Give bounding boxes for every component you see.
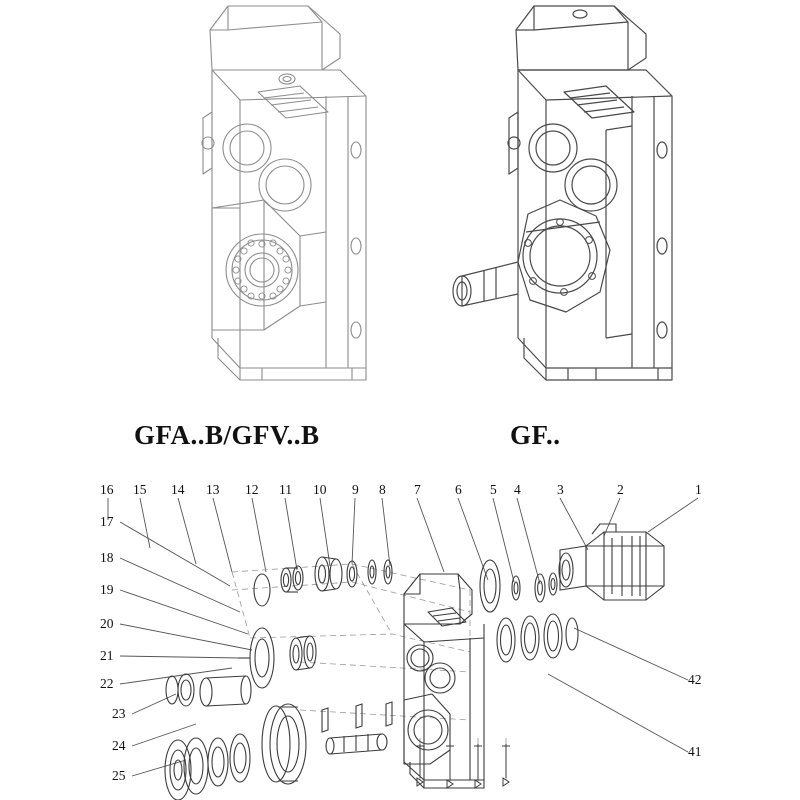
callout-23: 23 <box>112 706 126 721</box>
callout-42: 42 <box>688 672 702 687</box>
figure-captions <box>0 412 800 456</box>
callout-1: 1 <box>695 482 702 497</box>
callout-18: 18 <box>100 550 114 565</box>
callout-7: 7 <box>414 482 421 497</box>
callout-16: 16 <box>100 482 114 497</box>
callout-10: 10 <box>313 482 327 497</box>
callout-2: 2 <box>617 482 624 497</box>
callout-9: 9 <box>352 482 359 497</box>
callout-4: 4 <box>514 482 521 497</box>
gearbox-illustration-left <box>90 0 410 400</box>
callout-8: 8 <box>379 482 386 497</box>
callout-20: 20 <box>100 616 114 631</box>
callout-15: 15 <box>133 482 147 497</box>
callout-19: 19 <box>100 582 114 597</box>
caption-left: GFA..B/GFV..B <box>134 420 320 450</box>
gearbox-illustration-right <box>400 0 730 400</box>
callout-24: 24 <box>112 738 126 753</box>
callout-3: 3 <box>557 482 564 497</box>
callout-21: 21 <box>100 648 114 663</box>
callout-22: 22 <box>100 676 114 691</box>
caption-right: GF.. <box>510 420 561 450</box>
exploded-view <box>0 462 800 800</box>
callout-6: 6 <box>455 482 462 497</box>
callout-12: 12 <box>245 482 259 497</box>
callout-17: 17 <box>100 514 114 529</box>
callout-11: 11 <box>279 482 292 497</box>
callout-14: 14 <box>171 482 185 497</box>
callout-41: 41 <box>688 744 702 759</box>
callout-13: 13 <box>206 482 220 497</box>
callout-25: 25 <box>112 768 126 783</box>
callout-5: 5 <box>490 482 497 497</box>
